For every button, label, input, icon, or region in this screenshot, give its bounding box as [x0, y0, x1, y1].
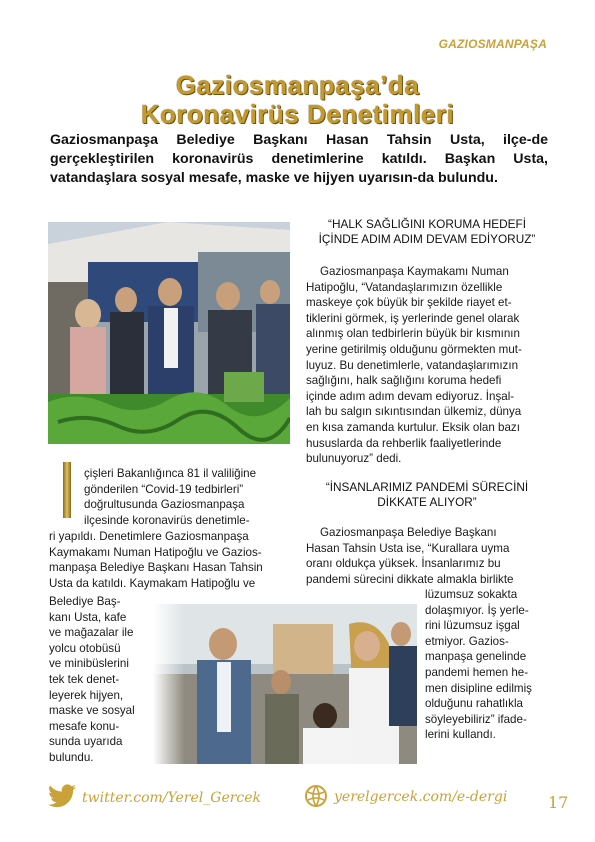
text-line: Gaziosmanpaşa Kaymakamı Numan: [320, 265, 509, 278]
text-line: rini lüzumsuz işgal: [425, 619, 520, 633]
text-line: men disipline edilmiş: [425, 681, 532, 695]
dropcap-bar: [63, 462, 71, 518]
text-line: en kısa zamanda kurtulur. Eksik olan bazı: [306, 420, 520, 434]
text-line: Hatipoğlu, “Vatandaşlarımızın özellikle: [306, 280, 503, 294]
text-line: içinde adım adım devam ediyoruz. İnşal-: [306, 389, 515, 403]
left-paragraph-2: [49, 529, 289, 591]
text-line: bulundu.: [49, 750, 94, 764]
text-line: ilçesinde koronavirüs denetimle-: [84, 513, 250, 527]
text-line: etmiyor. Gazios-: [425, 634, 509, 648]
photo-market-inspection: [48, 222, 290, 444]
twitter-icon: [48, 784, 76, 808]
text-line: manpaşa genelinde: [425, 650, 527, 664]
text-line: alınmış olan tedbirlerin büyük bir kısmının: [306, 327, 520, 341]
text-line: pandemi hemen he-: [425, 665, 529, 679]
heading-line: DİKKATE ALIYOR”: [377, 495, 477, 509]
text-line: Usta da katıldı. Kaymakam Hatipoğlu ve: [49, 576, 256, 590]
right-paragraph-1: [306, 264, 550, 467]
heading-line: “İNSANLARIMIZ PANDEMİ SÜRECİNİ: [325, 480, 529, 494]
text-line: lerini kullandı.: [425, 728, 496, 742]
text-line: ri yapıldı. Denetimlere Gaziosmanpaşa: [49, 530, 249, 543]
text-line: Hasan Tahsin Usta ise, “Kurallara uyma: [306, 541, 510, 555]
text-line: sağlığını, halk sağlığını koruma hedefi: [306, 374, 502, 388]
text-line: oranı oldukça yüksek. İnsanlarımız bu: [306, 557, 501, 571]
text-line: Belediye Baş-: [49, 595, 121, 608]
page-title: Gaziosmanpaşa’da: [175, 70, 420, 100]
text-line: yerine getirilmiş olduğunu görmekten mut-: [306, 342, 522, 356]
photo-officials-street: [153, 604, 417, 764]
section-heading-1: [302, 217, 552, 247]
section-tag: GAZIOSMANPAŞA: [438, 37, 547, 51]
website-link[interactable]: yerelgercek.com/e-dergi: [334, 789, 508, 805]
text-line: çişleri Bakanlığınca 81 il valiliğine: [84, 467, 257, 480]
text-line: kanı Usta, kafe: [49, 610, 127, 624]
text-line: bulunuyoruz” dedi.: [306, 452, 402, 466]
text-line: lah bu salgın sıkıntısından ülkemiz, dünya: [306, 405, 522, 419]
right-paragraph-3: [425, 587, 555, 743]
text-line: Gaziosmanpaşa Belediye Başkanı: [320, 526, 497, 539]
right-paragraph-2: [306, 525, 550, 587]
text-line: luyuz. Bu denetimlerle, vatandaşlarımızın: [306, 358, 519, 372]
text-line: hususlarda da rehberlik faaliyetlerinde: [306, 436, 502, 450]
text-line: olduğunu rahatlıkla: [425, 697, 523, 711]
text-line: lüzumsuz sokakta: [425, 588, 518, 601]
text-line: tiklerini görmek, iş yerlerinde genel olarak: [306, 311, 520, 325]
text-line: ve minibüslerini: [49, 657, 129, 671]
text-line: dolaşmıyor. İş yerle-: [425, 603, 529, 617]
left-paragraph-1: [84, 466, 284, 528]
text-line: pandemi sürecini dikkate almakla birlikte: [306, 572, 514, 586]
text-line: gönderilen “Covid-19 tedbirleri”: [84, 482, 244, 496]
text-line: leyerek hijyen,: [49, 688, 124, 702]
text-line: ve mağazalar ile: [49, 626, 134, 640]
text-line: manpaşa Belediye Başkanı Hasan Tahsin: [49, 561, 263, 575]
text-line: Kaymakamı Numan Hatipoğlu ve Gazios-: [49, 545, 262, 559]
text-line: yolcu otobüsü: [49, 641, 121, 655]
text-line: tek tek denet-: [49, 672, 120, 686]
globe-icon: [304, 784, 328, 808]
section-heading-2: [302, 480, 552, 510]
heading-line: “HALK SAĞLIĞINI KORUMA HEDEFİ: [328, 217, 526, 231]
page-number: 17: [548, 793, 569, 812]
text-line: söyleyebiliriz” ifade-: [425, 712, 527, 726]
heading-line: İÇİNDE ADIM ADIM DEVAM EDİYORUZ”: [318, 232, 536, 246]
lead-paragraph: Gaziosmanpaşa Belediye Başkanı Hasan Tahsin Usta, ilçe-de gerçekleştirilen koronavirüs denetimlerine katıldı. Başkan Usta, vatandaşlara sosyal mesafe, maske ve hijyen uyarısın-da bulundu.: [50, 132, 548, 186]
page-title-line2: Koronavirüs Denetimleri: [140, 99, 455, 129]
text-line: doğrultusunda Gaziosmanpaşa: [84, 498, 245, 512]
twitter-link[interactable]: twitter.com/Yerel_Gercek: [82, 790, 262, 806]
left-paragraph-3: [49, 594, 149, 766]
text-line: maske ve sosyal: [49, 704, 135, 718]
text-line: sunda uyarıda: [49, 735, 123, 749]
text-line: maskeye çok büyük bir şekilde riayet et-: [306, 296, 512, 310]
text-line: mesafe konu-: [49, 719, 120, 733]
